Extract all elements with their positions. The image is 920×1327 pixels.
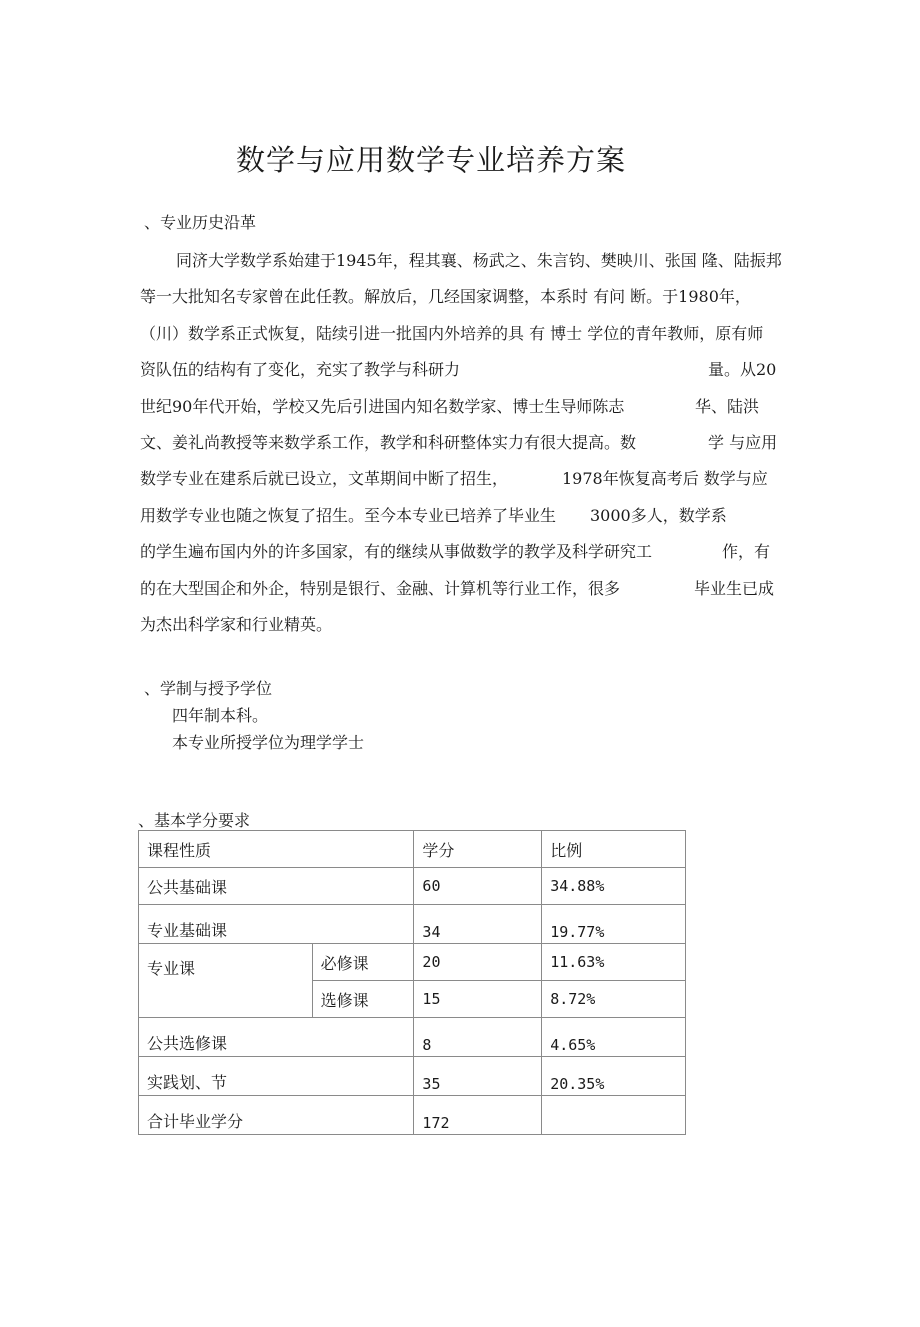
line-text: 用数学专业也随之恢复了招生。至今本专业已培养了毕业生 [140, 506, 557, 525]
section-heading-history: 、专业历史沿革 [144, 213, 257, 232]
paragraph-line [140, 503, 840, 527]
row-ratio: 8.72% [542, 981, 686, 1018]
line-text: 3000多人，数学系 [590, 506, 727, 525]
paragraph-line [140, 357, 840, 381]
row-credits: 34 [414, 905, 542, 944]
row-name: 实践划、节 [139, 1057, 414, 1096]
row-name: 公共基础课 [139, 868, 414, 905]
table-row [139, 905, 686, 944]
paragraph-line [140, 430, 840, 454]
header-course-type: 课程性质 [139, 831, 414, 868]
row-credits: 15 [414, 981, 542, 1018]
paragraph-line [140, 321, 763, 344]
credits-table [138, 830, 686, 1135]
row-ratio: 34.88% [542, 868, 686, 905]
row-subname: 必修课 [312, 944, 414, 981]
row-ratio: 20.35% [542, 1057, 686, 1096]
header-ratio: 比例 [542, 831, 686, 868]
table-row [139, 1057, 686, 1096]
row-subname: 选修课 [312, 981, 414, 1018]
line-text: 学 与应用 [708, 433, 778, 452]
row-credits: 35 [414, 1057, 542, 1096]
table-row [139, 1018, 686, 1057]
degree-awarded: 本专业所授学位为理学学士 [172, 733, 365, 752]
row-credits: 172 [414, 1096, 542, 1135]
paragraph-line [140, 612, 332, 635]
table-header-row [139, 831, 686, 868]
line-text: 的在大型国企和外企，特别是银行、金融、计算机等行业工作，很多 [140, 579, 621, 598]
row-name: 专业课 [139, 944, 313, 1018]
line-text: 华、陆洪 [695, 397, 760, 416]
line-text: 1978年恢复高考后 数学与应 [562, 469, 768, 488]
row-ratio: 19.77% [542, 905, 686, 944]
row-ratio [542, 1096, 686, 1135]
line-text: 数学专业在建系后就已设立，文革期间中断了招生， [140, 469, 509, 488]
paragraph-line [140, 576, 840, 600]
row-credits: 60 [414, 868, 542, 905]
line-text: 量。从20 [708, 360, 777, 379]
table-row [139, 868, 686, 905]
paragraph-line [140, 539, 840, 563]
line-text: 等一大批知名专家曾在此任教。解放后，几经国家调整，本系时 有问 断。于1980年， [140, 287, 751, 306]
section-heading-credits: 、基本学分要求 [138, 811, 251, 830]
paragraph-line [140, 284, 751, 307]
line-text: 为杰出科学家和行业精英。 [140, 615, 333, 634]
header-credits: 学分 [414, 831, 542, 868]
row-credits: 20 [414, 944, 542, 981]
row-name: 公共选修课 [139, 1018, 414, 1057]
table-row [139, 944, 686, 981]
paragraph-line [140, 394, 840, 418]
degree-duration: 四年制本科。 [172, 706, 269, 725]
section-heading-degree: 、学制与授予学位 [144, 679, 273, 698]
row-name: 合计毕业学分 [139, 1096, 414, 1135]
line-text: 世纪90年代开始，学校又先后引进国内知名数学家、博士生导师陈志 [140, 397, 625, 416]
table-row-total [139, 1096, 686, 1135]
line-text: 的学生遍布国内外的许多国家，有的继续从事做数学的教学及科学研究工 [140, 542, 653, 561]
paragraph-line [176, 248, 782, 271]
row-credits: 8 [414, 1018, 542, 1057]
document-title: 数学与应用数学专业培养方案 [236, 143, 627, 177]
line-text: 毕业生已成 [694, 579, 775, 598]
line-text: 作，有 [722, 542, 771, 561]
paragraph-line [140, 466, 840, 490]
row-ratio: 11.63% [542, 944, 686, 981]
line-text: （川）数学系正式恢复，陆续引进一批国内外培养的具 有 博士 学位的青年教师，原有师 [140, 324, 764, 343]
line-text: 同济大学数学系始建于1945年，程其襄、杨武之、朱言钧、樊映川、张国 隆、陆振邦 [176, 251, 782, 270]
line-text: 文、姜礼尚教授等来数学系工作，教学和科研整体实力有很大提高。数 [140, 433, 637, 452]
row-name: 专业基础课 [139, 905, 414, 944]
row-ratio: 4.65% [542, 1018, 686, 1057]
line-text: 资队伍的结构有了变化，充实了教学与科研力 [140, 360, 461, 379]
